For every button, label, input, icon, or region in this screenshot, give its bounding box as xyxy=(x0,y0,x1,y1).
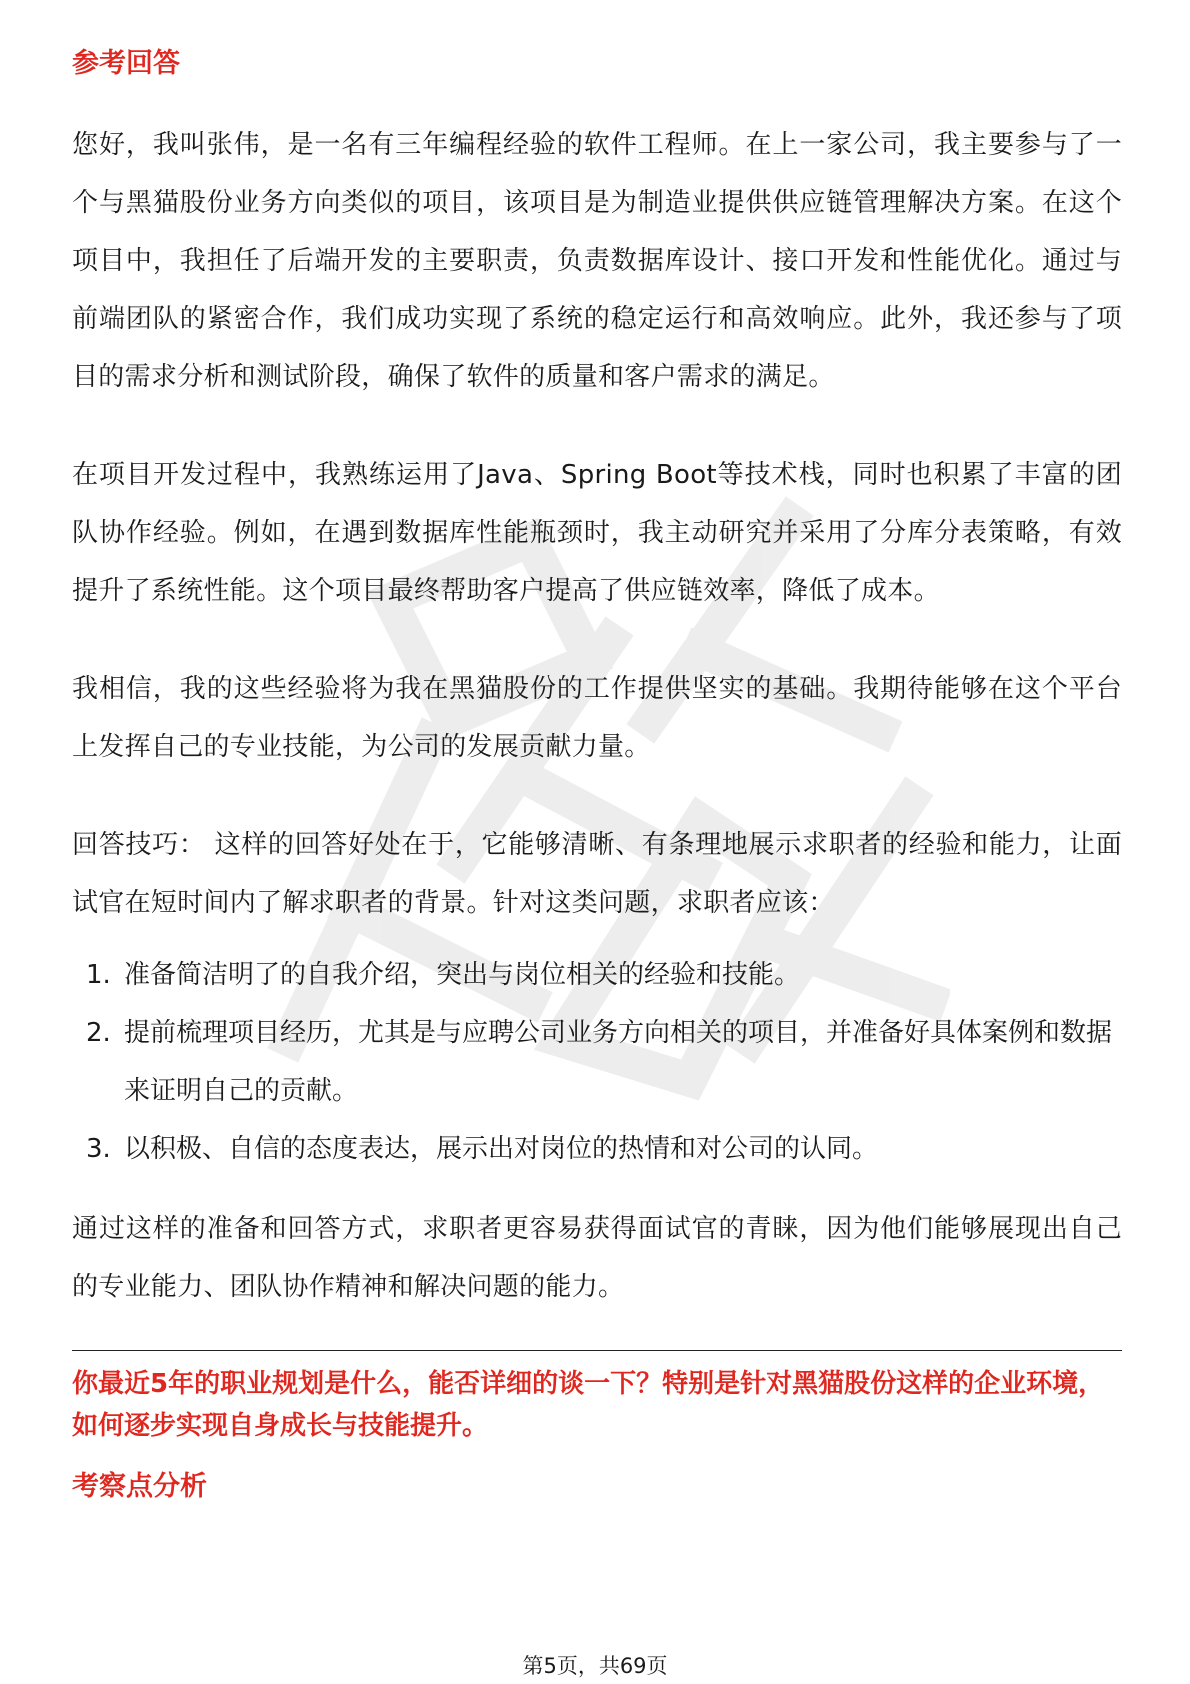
page-number-footer: 第5页，共69页 xyxy=(522,1654,668,1678)
main-content xyxy=(72,44,1122,1507)
answer-paragraph-3: 我相信，我的这些经验将为我在黑猫股份的工作提供坚实的基础。我期待能够在这个平台上发挥自己的专业技能，为公司的发展贡献力量。 xyxy=(72,674,1122,762)
reference-answer-heading: 参考回答 xyxy=(72,48,180,79)
list-item xyxy=(72,946,1122,1004)
closing-paragraph: 通过这样的准备和回答方式，求职者更容易获得面试官的青睐，因为他们能够展现出自己的专业能力、团队协作精神和解决问题的能力。 xyxy=(72,1214,1122,1302)
answer-paragraph-1: 您好，我叫张伟，是一名有三年编程经验的软件工程师。在上一家公司，我主要参与了一个与黑猫股份业务方向类似的项目，该项目是为制造业提供供应链管理解决方案。在这个项目中，我担任了后端开发的主要职责，负责数据库设计、接口开发和性能优化。通过与前端团队的紧密合作，我们成功实现了系统的稳定运行和高效响应。此外，我还参与了项目的需求分析和测试阶段，确保了软件的质量和客户需求的满足。 xyxy=(72,130,1122,392)
list-item-number: 2. xyxy=(86,1018,111,1048)
answer-paragraph-2: 在项目开发过程中，我熟练运用了Java、Spring Boot等技术栈，同时也积累了丰富的团队协作经验。例如，在遇到数据库性能瓶颈时，我主动研究并采用了分库分表策略，有效提升了系统性能。这个项目最终帮助客户提高了供应链效率，降低了成本。 xyxy=(72,460,1122,606)
next-question: 你最近5年的职业规划是什么，能否详细的谈一下？特别是针对黑猫股份这样的企业环境，如何逐步实现自身成长与技能提升。 xyxy=(72,1369,1105,1441)
list-item-text: 准备简洁明了的自我介绍，突出与岗位相关的经验和技能。 xyxy=(124,960,801,990)
list-item-text: 以积极、自信的态度表达，展示出对岗位的热情和对公司的认同。 xyxy=(124,1134,879,1164)
list-item-number: 3. xyxy=(86,1134,111,1164)
answer-tips-paragraph: 回答技巧： 这样的回答好处在于，它能够清晰、有条理地展示求职者的经验和能力，让面试官在短时间内了解求职者的背景。针对这类问题，求职者应该： xyxy=(72,830,1122,918)
list-item-text: 提前梳理项目经历，尤其是与应聘公司业务方向相关的项目，并准备好具体案例和数据来证明自己的贡献。 xyxy=(124,1018,1113,1106)
list-item-number: 1. xyxy=(86,960,111,990)
list-item xyxy=(72,1004,1122,1120)
analysis-heading: 考察点分析 xyxy=(72,1471,207,1502)
tips-list xyxy=(72,946,1122,1178)
list-item xyxy=(72,1120,1122,1178)
